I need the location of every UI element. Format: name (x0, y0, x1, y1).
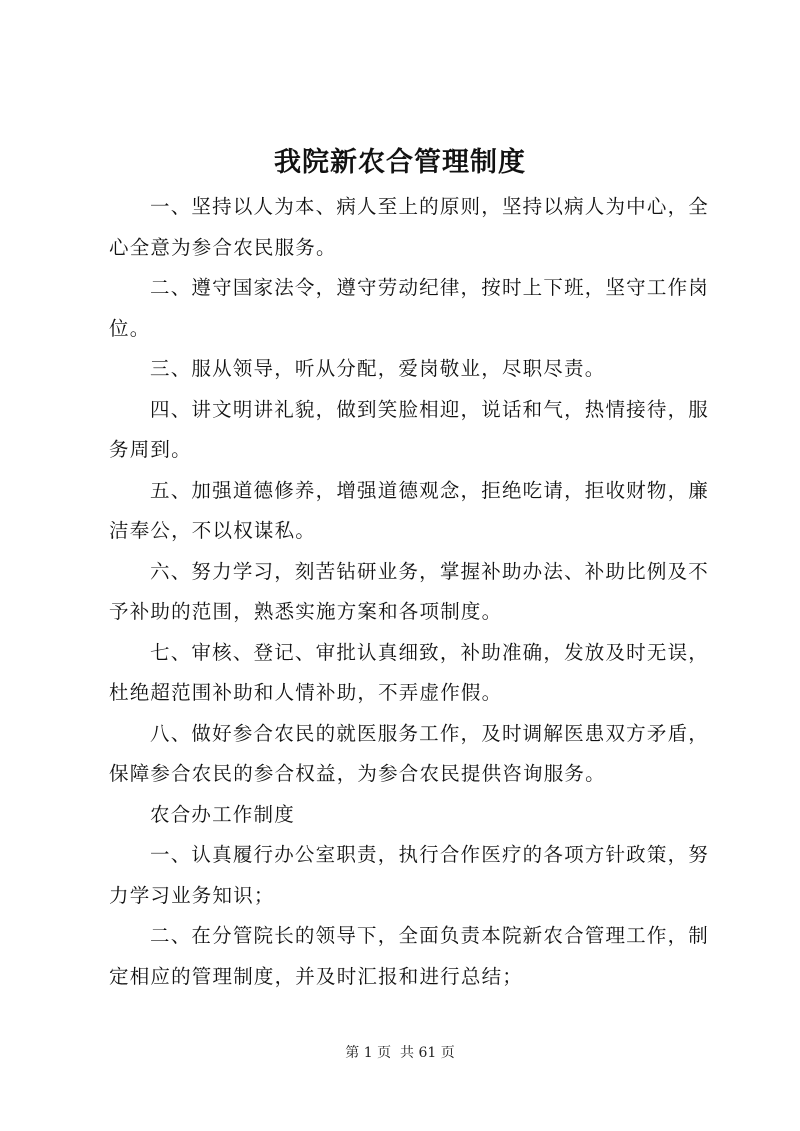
paragraph-2: 二、遵守国家法令，遵守劳动纪律，按时上下班，坚守工作岗位。 (109, 276, 709, 340)
paragraph-4: 四、讲文明讲礼貌，做到笑脸相迎，说话和气，热情接待，服务周到。 (109, 397, 709, 461)
page-number-label: 第 1 页 共 61 页 (345, 1045, 455, 1061)
paragraph-6: 六、努力学习，刻苦钻研业务，掌握补助办法、补助比例及不予补助的范围，熟悉实施方案和各项制度。 (109, 559, 709, 623)
paragraph-9: 一、认真履行办公室职责，执行合作医疗的各项方针政策，努力学习业务知识； (109, 843, 709, 907)
paragraph-5: 五、加强道德修养，增强道德观念，拒绝吃请，拒收财物，廉洁奉公，不以权谋私。 (109, 478, 709, 542)
paragraph-7: 七、审核、登记、审批认真细致，补助准确，发放及时无误，杜绝超范围补助和人情补助，不弄虚作假。 (109, 640, 709, 704)
document-title: 我院新农合管理制度 (274, 147, 526, 178)
page-footer (0, 1043, 800, 1063)
paragraph-1: 一、坚持以人为本、病人至上的原则，坚持以病人为中心，全心全意为参合农民服务。 (109, 195, 709, 259)
paragraph-8: 八、做好参合农民的就医服务工作，及时调解医患双方矛盾，保障参合农民的参合权益，为参合农民提供咨询服务。 (109, 721, 709, 785)
paragraph-10: 二、在分管院长的领导下，全面负责本院新农合管理工作，制定相应的管理制度，并及时汇报和进行总结； (109, 924, 709, 988)
paragraph-3: 三、服从领导，听从分配，爱岗敬业，尽职尽责。 (150, 357, 606, 380)
document-body (109, 187, 709, 997)
section-heading: 农合办工作制度 (150, 802, 295, 826)
